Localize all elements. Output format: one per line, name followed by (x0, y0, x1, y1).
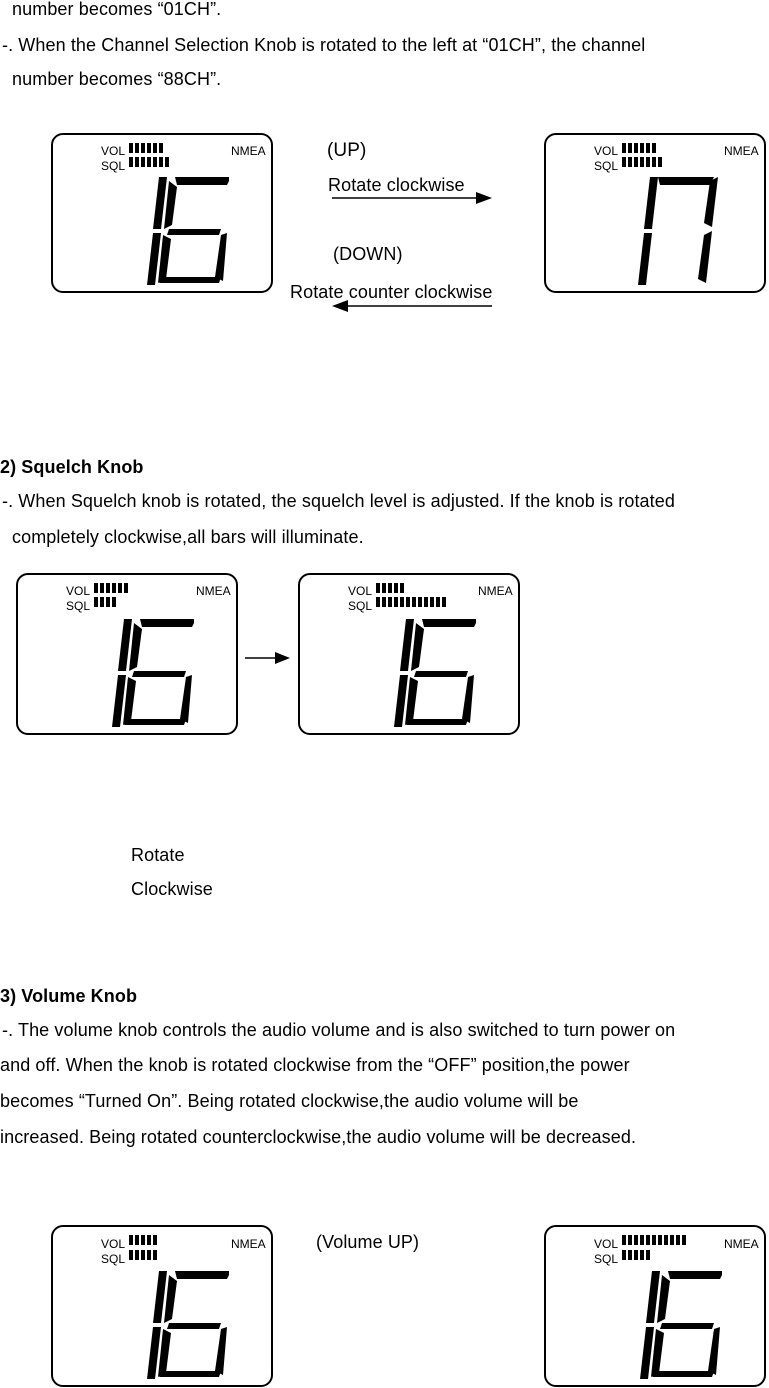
vol-bars (94, 583, 128, 593)
lcd-display-volume-after (544, 1225, 766, 1387)
volume-up-label: (Volume UP) (316, 1232, 420, 1252)
volume-heading: 3) Volume Knob (0, 986, 138, 1006)
nmea-label: NMEA (724, 1237, 759, 1251)
rotate-counter-clockwise-label: Rotate counter clockwise (290, 282, 493, 302)
vol-label: VOL (594, 144, 619, 158)
channel-16-digits (632, 1271, 722, 1383)
sql-label: SQL (101, 159, 126, 173)
squelch-paragraph-line-1: -. When Squelch knob is rotated, the squelch level is adjusted. If the knob is rotated (2, 491, 675, 511)
vol-label: VOL (594, 1237, 619, 1251)
paragraph-line-2: -. When the Channel Selection Knob is rotated to the left at “01CH”, the channel (2, 35, 646, 55)
vol-bars (376, 583, 404, 593)
lcd-display-volume-before (51, 1225, 273, 1387)
volume-paragraph-line-3: becomes “Turned On”. Being rotated clockwise,the audio volume will be (0, 1091, 579, 1111)
sql-bars (94, 597, 116, 607)
paragraph-line-1: number becomes “01CH”. (12, 0, 222, 19)
rotate-label: Rotate (131, 845, 185, 865)
volume-paragraph-line-4: increased. Being rotated counterclockwise,the audio volume will be decreased. (0, 1127, 637, 1147)
nmea-label: NMEA (231, 1237, 266, 1251)
sql-bars (129, 157, 169, 167)
lcd-display-squelch-after (298, 573, 520, 735)
squelch-heading: 2) Squelch Knob (0, 457, 144, 477)
channel-16-digits (104, 619, 194, 731)
nmea-label: NMEA (196, 584, 231, 598)
sql-label: SQL (594, 1252, 619, 1266)
squelch-paragraph-line-2: completely clockwise,all bars will illuminate. (12, 527, 364, 547)
left-arrow-icon (332, 298, 497, 314)
clockwise-label: Clockwise (131, 879, 213, 899)
lcd-display-ch17 (544, 133, 766, 293)
vol-label: VOL (101, 144, 126, 158)
volume-paragraph-line-2: and off. When the knob is rotated clockwise from the “OFF” position,the power (0, 1055, 630, 1075)
nmea-label: NMEA (724, 144, 759, 158)
vol-bars (129, 1235, 157, 1245)
lcd-display-ch16-a (51, 133, 273, 293)
vol-label: VOL (348, 584, 373, 598)
rotate-clockwise-label: Rotate clockwise (328, 175, 465, 195)
paragraph-line-3: number becomes “88CH”. (12, 69, 222, 89)
channel-17-digits (630, 177, 720, 289)
vol-bars (129, 143, 163, 153)
vol-label: VOL (66, 584, 91, 598)
vol-bars (622, 143, 656, 153)
channel-16-digits (139, 177, 229, 289)
channel-16-digits (139, 1271, 229, 1383)
channel-16-digits (386, 619, 476, 731)
sql-bars (129, 1250, 157, 1260)
up-label: (UP) (327, 140, 367, 161)
sql-bars (622, 157, 662, 167)
vol-bars (622, 1235, 686, 1245)
sql-label: SQL (101, 1252, 126, 1266)
nmea-label: NMEA (231, 144, 266, 158)
sql-bars (376, 597, 446, 607)
right-arrow-icon (330, 190, 495, 206)
lcd-display-squelch-before (16, 573, 238, 735)
down-label: (DOWN) (333, 244, 403, 264)
nmea-label: NMEA (478, 584, 513, 598)
sql-label: SQL (348, 599, 373, 613)
sql-label: SQL (594, 159, 619, 173)
sql-bars (622, 1250, 650, 1260)
right-arrow-icon (243, 650, 293, 666)
vol-label: VOL (101, 1237, 126, 1251)
sql-label: SQL (66, 599, 91, 613)
volume-paragraph-line-1: -. The volume knob controls the audio volume and is also switched to turn power on (2, 1020, 676, 1040)
